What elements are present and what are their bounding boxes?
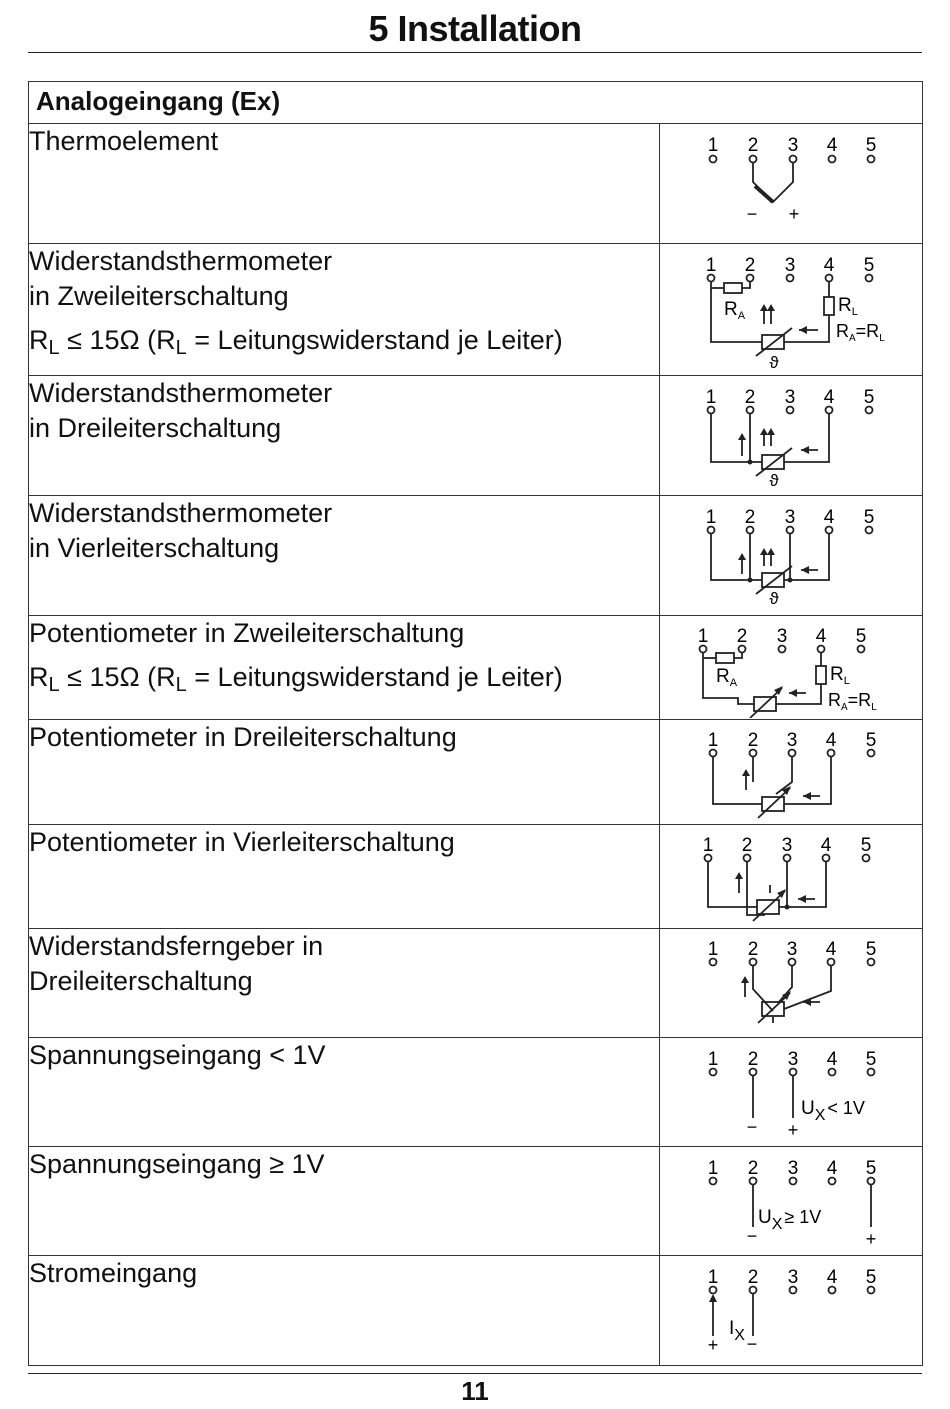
table-row bbox=[29, 496, 923, 616]
terminal-number: 2 bbox=[744, 387, 756, 408]
row-label-line: Potentiometer in Dreileiterschaltung bbox=[29, 722, 457, 752]
thermocouple-diagram bbox=[660, 124, 922, 242]
current-input-diagram bbox=[660, 1256, 922, 1364]
terminal-number: 5 bbox=[855, 626, 867, 647]
row-diagram bbox=[660, 124, 923, 244]
theta-symbol: ϑ bbox=[769, 589, 779, 608]
terminal-number: 2 bbox=[747, 1158, 759, 1179]
page-number: 11 bbox=[461, 1376, 489, 1406]
row-label-line: Widerstandsthermometer bbox=[29, 246, 333, 276]
plus-sign: + bbox=[707, 1335, 719, 1355]
table-header-row bbox=[29, 82, 923, 124]
terminal-circle bbox=[868, 156, 875, 163]
minus-sign: − bbox=[746, 204, 758, 224]
theta-symbol: ϑ bbox=[769, 471, 779, 490]
terminal-number: 1 bbox=[705, 387, 717, 408]
terminal-number: 5 bbox=[863, 255, 875, 276]
terminal-number: 4 bbox=[825, 939, 837, 960]
table-row bbox=[29, 720, 923, 825]
terminal-number: 3 bbox=[784, 255, 796, 276]
footer-rule bbox=[28, 1373, 922, 1374]
row-label bbox=[29, 1147, 660, 1256]
terminal-number: 5 bbox=[865, 939, 877, 960]
terminal-number: 2 bbox=[736, 626, 748, 647]
rtd-four-wire-diagram bbox=[660, 496, 922, 614]
row-label-line: Potentiometer in Vierleiterschaltung bbox=[29, 827, 455, 857]
terminal-number: 4 bbox=[825, 730, 837, 751]
terminal-number: 1 bbox=[707, 939, 719, 960]
row-diagram bbox=[660, 376, 923, 496]
voltage-input-low-diagram bbox=[660, 1038, 922, 1145]
table-row bbox=[29, 1038, 923, 1147]
terminal-number: 4 bbox=[823, 387, 835, 408]
line-resistance-note: $R_L \le 15\Omega$ ($R_L$ = Leitungswiderstand je Leiter) bbox=[29, 325, 563, 359]
resistor-ra bbox=[724, 283, 742, 293]
terminal-number: 4 bbox=[826, 1158, 838, 1179]
terminal-number: 3 bbox=[781, 835, 793, 856]
row-diagram bbox=[660, 1147, 923, 1256]
terminal-number: 2 bbox=[741, 835, 753, 856]
table-row bbox=[29, 929, 923, 1038]
table-row bbox=[29, 1256, 923, 1366]
row-label bbox=[29, 496, 660, 616]
row-diagram bbox=[660, 616, 923, 720]
rtd-two-wire-diagram bbox=[660, 244, 922, 374]
resistor-ra bbox=[716, 653, 734, 663]
remote-resistance-transmitter-diagram bbox=[660, 929, 922, 1036]
terminal-number: 1 bbox=[707, 1158, 719, 1179]
resistor-rl bbox=[824, 297, 834, 315]
ix-label: $I_X$ bbox=[729, 1318, 745, 1344]
thermocouple-junction bbox=[753, 163, 793, 202]
plus-sign: + bbox=[787, 1120, 799, 1140]
row-diagram bbox=[660, 496, 923, 616]
terminal-number: 2 bbox=[747, 1049, 759, 1070]
terminal-number: 3 bbox=[787, 1267, 799, 1288]
potentiometer-three-wire-diagram bbox=[660, 720, 922, 823]
terminal-number: 2 bbox=[744, 255, 756, 276]
ra-label: $R_A$ bbox=[716, 666, 738, 689]
terminal-number: 1 bbox=[707, 135, 719, 156]
ra-equals-rl-label: $R_A=R_L$ bbox=[836, 321, 885, 344]
terminal-circle bbox=[790, 156, 797, 163]
row-label bbox=[29, 1038, 660, 1147]
terminal-number: 3 bbox=[776, 626, 788, 647]
table-row bbox=[29, 244, 923, 376]
terminal-number: 5 bbox=[863, 387, 875, 408]
plus-sign: + bbox=[788, 204, 800, 224]
terminal-circle bbox=[829, 156, 836, 163]
rl-label: $R_L$ bbox=[830, 664, 850, 687]
terminal-number: 1 bbox=[705, 507, 717, 528]
ra-equals-rl-label: $R_A=R_L$ bbox=[828, 690, 877, 713]
row-label-line: Stromeingang bbox=[29, 1258, 198, 1288]
ux-label: $U_X \ge 1V$ bbox=[758, 1207, 822, 1233]
ra-label: $R_A$ bbox=[724, 299, 746, 322]
page-title: 5 Installation bbox=[368, 8, 582, 49]
row-label bbox=[29, 616, 660, 720]
table-row bbox=[29, 124, 923, 244]
row-diagram bbox=[660, 1256, 923, 1366]
terminal-number: 1 bbox=[707, 1049, 719, 1070]
terminal-number: 3 bbox=[784, 387, 796, 408]
row-label-line: Spannungseingang < 1V bbox=[29, 1040, 326, 1070]
table-row bbox=[29, 825, 923, 929]
row-diagram bbox=[660, 929, 923, 1038]
row-label-line: Dreileiterschaltung bbox=[29, 966, 253, 996]
row-diagram bbox=[660, 825, 923, 929]
analog-input-table bbox=[28, 81, 923, 1366]
row-label-line: in Zweileiterschaltung bbox=[29, 281, 289, 311]
row-label-line: Widerstandsthermometer bbox=[29, 498, 333, 528]
terminal-number: 5 bbox=[865, 730, 877, 751]
row-label-line: Thermoelement bbox=[29, 126, 219, 156]
terminal-number: 3 bbox=[784, 507, 796, 528]
row-label bbox=[29, 825, 660, 929]
minus-sign: − bbox=[746, 1226, 758, 1246]
terminal-number: 5 bbox=[865, 135, 877, 156]
terminal-number: 2 bbox=[747, 939, 759, 960]
row-label bbox=[29, 244, 660, 376]
terminal-number: 2 bbox=[747, 730, 759, 751]
row-label-line: Widerstandsthermometer bbox=[29, 378, 333, 408]
row-label bbox=[29, 1256, 660, 1366]
terminal-number: 4 bbox=[823, 255, 835, 276]
table-row bbox=[29, 616, 923, 720]
row-diagram bbox=[660, 244, 923, 376]
row-label-line: in Vierleiterschaltung bbox=[29, 533, 280, 563]
terminal-number: 5 bbox=[863, 507, 875, 528]
terminal-number: 4 bbox=[820, 835, 832, 856]
terminal-circle bbox=[710, 156, 717, 163]
resistor-rl bbox=[816, 666, 826, 684]
row-label-line: Widerstandsferngeber in bbox=[29, 931, 324, 961]
terminal-number: 1 bbox=[697, 626, 709, 647]
terminal-number: 5 bbox=[865, 1158, 877, 1179]
row-label-line: Spannungseingang ≥ 1V bbox=[29, 1149, 325, 1179]
terminal-number: 3 bbox=[787, 135, 799, 156]
table-row bbox=[29, 376, 923, 496]
terminal-number: 5 bbox=[865, 1267, 877, 1288]
terminal-number: 3 bbox=[786, 939, 798, 960]
plus-sign: + bbox=[865, 1229, 877, 1249]
header-rule bbox=[28, 52, 922, 53]
terminal-number: 1 bbox=[705, 255, 717, 276]
row-label-line: Potentiometer in Zweileiterschaltung bbox=[29, 618, 465, 648]
row-label bbox=[29, 124, 660, 244]
terminal-number: 1 bbox=[707, 1267, 719, 1288]
terminal-number: 4 bbox=[815, 626, 827, 647]
terminal-number: 2 bbox=[744, 507, 756, 528]
terminal-number: 4 bbox=[826, 1267, 838, 1288]
terminal-number: 2 bbox=[747, 1267, 759, 1288]
potentiometer-two-wire-diagram bbox=[660, 616, 922, 718]
row-label bbox=[29, 720, 660, 825]
table-header: Analogeingang (Ex) bbox=[29, 82, 923, 124]
terminal-number: 1 bbox=[707, 730, 719, 751]
terminal-circle bbox=[750, 156, 757, 163]
minus-sign: − bbox=[746, 1117, 758, 1137]
terminal-number: 2 bbox=[747, 135, 759, 156]
terminal-number: 5 bbox=[865, 1049, 877, 1070]
line-resistance-note: $R_L \le 15\Omega$ ($R_L$ = Leitungswiderstand je Leiter) bbox=[29, 662, 563, 696]
row-label bbox=[29, 376, 660, 496]
table-row bbox=[29, 1147, 923, 1256]
terminal-number: 3 bbox=[787, 1049, 799, 1070]
potentiometer-four-wire-diagram bbox=[660, 825, 922, 927]
terminal-number: 4 bbox=[826, 135, 838, 156]
row-label bbox=[29, 929, 660, 1038]
rtd-three-wire-diagram bbox=[660, 376, 922, 494]
terminal-number: 4 bbox=[826, 1049, 838, 1070]
terminal-number: 1 bbox=[702, 835, 714, 856]
theta-symbol: ϑ bbox=[769, 353, 779, 372]
terminal-number: 3 bbox=[787, 1158, 799, 1179]
row-label-line: in Dreileiterschaltung bbox=[29, 413, 282, 443]
rl-label: $R_L$ bbox=[838, 295, 858, 318]
minus-sign: − bbox=[746, 1334, 758, 1354]
voltage-input-high-diagram bbox=[660, 1147, 922, 1254]
terminal-number: 3 bbox=[786, 730, 798, 751]
ux-label: $U_X < 1V$ bbox=[801, 1098, 865, 1124]
row-diagram bbox=[660, 720, 923, 825]
terminal-number: 5 bbox=[860, 835, 872, 856]
row-diagram bbox=[660, 1038, 923, 1147]
terminal-number: 4 bbox=[823, 507, 835, 528]
